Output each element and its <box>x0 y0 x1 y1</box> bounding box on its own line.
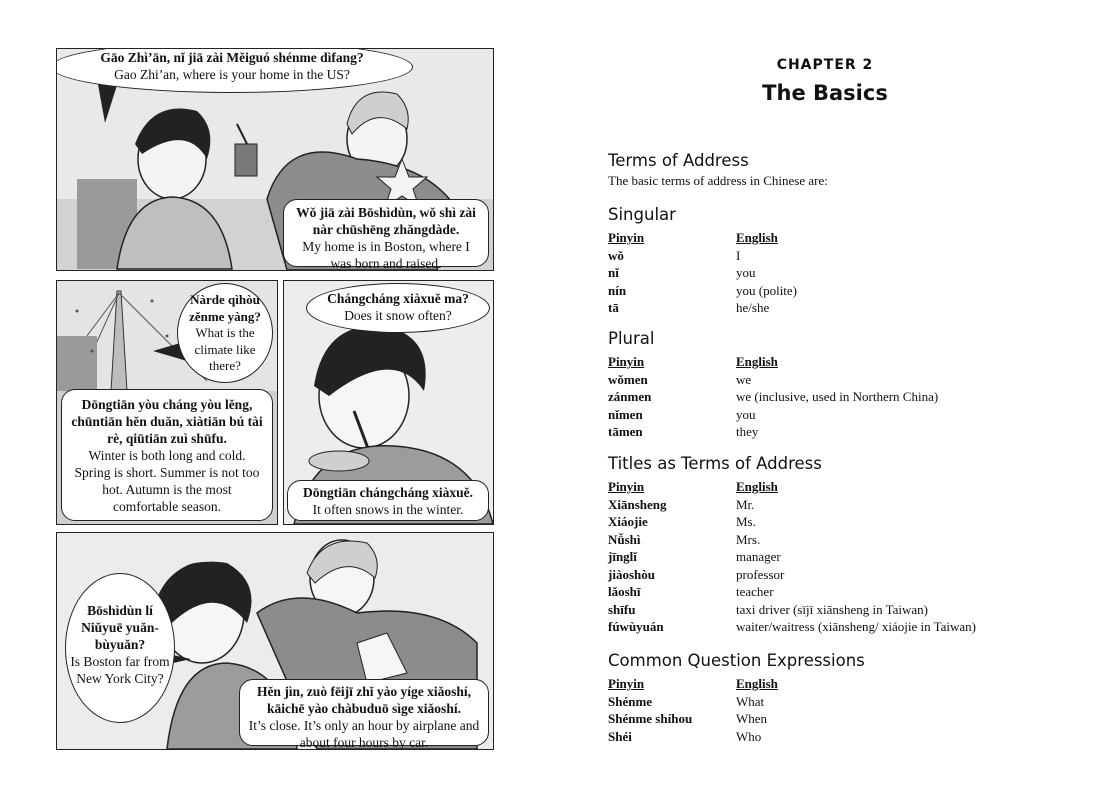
terms-heading: Terms of Address <box>608 151 749 170</box>
pinyin-cell: jiàoshòu <box>608 566 655 582</box>
col-pinyin-header: Pinyin <box>608 676 645 691</box>
comic-panel-2 <box>56 280 278 525</box>
bubble-english: Winter is both long and cold. Spring is short. Summer is not too hot. Autumn is the most comfortable season. <box>74 448 260 514</box>
english-cell: What <box>736 693 765 709</box>
bubble-pinyin: Dōngtiān chángcháng xiàxuě. <box>303 485 473 500</box>
section-heading-singular: Singular <box>608 205 676 224</box>
speech-bubble-p1-right <box>283 199 489 271</box>
col-english-header: English <box>736 479 778 494</box>
pinyin-cell: tāmen <box>608 424 643 439</box>
col-english-header: English <box>736 230 778 245</box>
bubble-english: It’s close. It’s only an hour by airplane and about four hours by car. <box>248 718 480 750</box>
bubble-english: Gao Zhi’an, where is your home in the US? <box>114 67 350 82</box>
pinyin-cell: Nǚshì <box>608 531 641 547</box>
chapter-title: The Basics <box>762 81 888 105</box>
pinyin-cell: nǐ <box>608 265 619 280</box>
col-english-header: English <box>736 354 778 369</box>
bubble-pinyin: Chángcháng xiàxuě ma? <box>327 291 469 306</box>
bubble-english: Is Boston far from New York City? <box>70 654 170 686</box>
section-heading-plural: Plural <box>608 329 655 348</box>
pinyin-cell: nǐmen <box>608 406 643 422</box>
comic-panel-1 <box>56 48 494 271</box>
pinyin-cell: shīfu <box>608 601 636 617</box>
english-cell: they <box>736 424 759 439</box>
speech-bubble-p2-question <box>177 283 273 383</box>
comic-panel-4 <box>56 532 494 750</box>
english-cell: manager <box>736 549 781 564</box>
pinyin-cell: nín <box>608 282 627 298</box>
pinyin-cell: tā <box>608 300 619 315</box>
pinyin-cell: wǒmen <box>608 371 648 387</box>
speech-bubble-p3-question <box>306 283 490 333</box>
speech-bubble-p4-question <box>65 573 175 723</box>
bubble-pinyin: Gāo Zhì’ān, nǐ jiā zài Měiguó shénme dìfang? <box>100 50 364 65</box>
english-cell: Mr. <box>736 496 755 512</box>
english-cell: you <box>736 406 756 422</box>
comic-panel-3 <box>283 280 494 525</box>
pinyin-cell: fúwùyuán <box>608 619 664 634</box>
pinyin-cell: Shénme shíhou <box>608 711 693 726</box>
english-cell: Who <box>736 728 762 744</box>
english-cell: When <box>736 711 768 726</box>
english-cell: we <box>736 371 752 387</box>
section-heading-questions: Common Question Expressions <box>608 651 865 670</box>
bubble-english: It often snows in the winter. <box>312 502 464 517</box>
english-cell: you <box>736 265 756 280</box>
col-english-header: English <box>736 676 778 691</box>
pinyin-cell: Xiānsheng <box>608 496 667 512</box>
english-cell: professor <box>736 566 785 582</box>
bubble-pinyin: Dōngtiān yòu cháng yòu lěng, chūntiān hěn duǎn, xiàtiān bú tài rè, qiūtiān zuì shūfu. <box>71 397 263 446</box>
bubble-pinyin: Hěn jìn, zuò fēijī zhǐ yào yíge xiǎoshí, kāichē yào chàbuduō sìge xiǎoshí. <box>256 684 472 716</box>
pinyin-cell: jīnglǐ <box>608 549 637 564</box>
pinyin-cell: lǎoshī <box>608 584 641 599</box>
pinyin-cell: wǒ <box>608 247 624 263</box>
pinyin-cell: Shéi <box>608 728 632 744</box>
pinyin-cell: Xiáojie <box>608 514 648 529</box>
col-pinyin-header: Pinyin <box>608 354 645 369</box>
bubble-english: What is the climate like there? <box>194 325 256 373</box>
english-cell: Mrs. <box>736 531 761 547</box>
english-cell: teacher <box>736 584 774 599</box>
bubble-pinyin: Wǒ jiā zài Bōshìdùn, wǒ shì zài nàr chūshēng zhǎngdàde. <box>296 205 476 237</box>
col-pinyin-header: Pinyin <box>608 230 645 245</box>
speech-bubble-p4-answer <box>239 679 489 750</box>
bubble-english: Does it snow often? <box>344 308 452 323</box>
english-cell: you (polite) <box>736 282 798 298</box>
terms-intro: The basic terms of address in Chinese are: <box>608 173 828 188</box>
english-cell: I <box>736 247 741 263</box>
english-cell: waiter/waitress (xiānsheng/ xiáojie in Taiwan) <box>736 619 976 634</box>
english-cell: we (inclusive, used in Northern China) <box>736 389 939 404</box>
pinyin-cell: Shénme <box>608 693 653 709</box>
pinyin-cell: zánmen <box>608 389 652 404</box>
bubble-pinyin: Nàrde qìhòu zěnme yàng? <box>189 292 261 324</box>
english-cell: he/she <box>736 300 770 315</box>
english-cell: taxi driver (sījī xiānsheng in Taiwan) <box>736 601 928 617</box>
col-pinyin-header: Pinyin <box>608 479 645 494</box>
chapter-label: CHAPTER 2 <box>776 57 874 73</box>
english-cell: Ms. <box>736 514 756 529</box>
speech-bubble-p3-answer <box>287 480 489 521</box>
section-heading-titles: Titles as Terms of Address <box>608 454 822 473</box>
bubble-pinyin: Bōshìdùn lí Niǔyuē yuǎn-bùyuǎn? <box>81 603 159 652</box>
bubble-english: My home is in Boston, where I was born and raised. <box>302 239 470 271</box>
speech-bubble-p2-answer <box>61 389 273 521</box>
